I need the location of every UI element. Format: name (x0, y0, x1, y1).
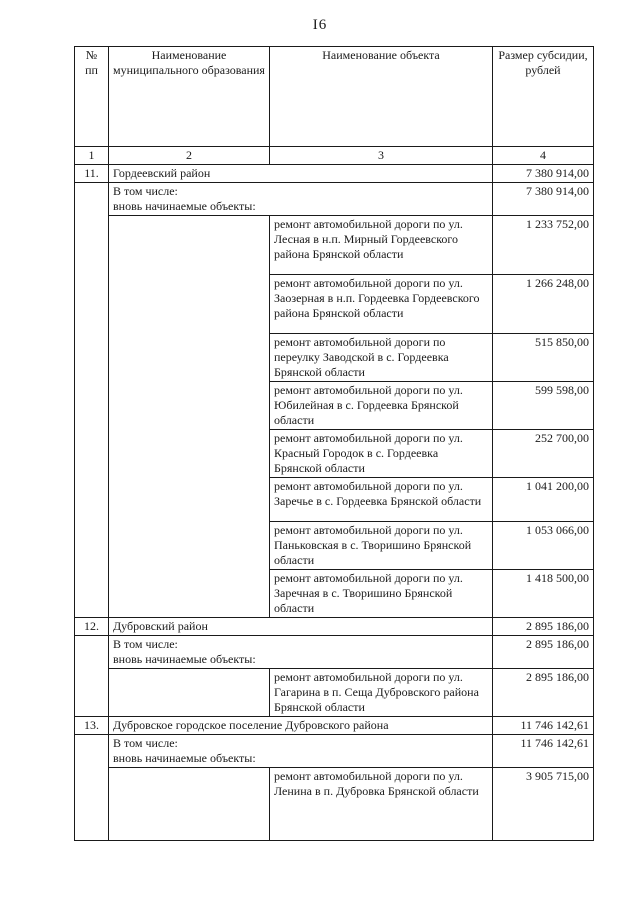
object-amount: 3 905 715,00 (493, 768, 594, 841)
column-index-row (75, 147, 594, 165)
empty-cell (109, 216, 270, 618)
column-index: 4 (493, 147, 594, 165)
empty-cell (75, 636, 109, 717)
empty-cell (75, 735, 109, 841)
section-total: 2 895 186,00 (493, 618, 594, 636)
column-index: 1 (75, 147, 109, 165)
object-amount: 2 895 186,00 (493, 669, 594, 717)
object-amount: 515 850,00 (493, 334, 594, 382)
subtotal-row (75, 636, 594, 669)
object-name: ремонт автомобильной дороги по переулку Заводской в с. Гордеевка Брянской области (270, 334, 493, 382)
subtotal-label-1: В том числе: (113, 184, 178, 198)
table-header-row (75, 47, 594, 147)
object-name: ремонт автомобильной дороги по ул. Заречная в с. Творишино Брянской области (270, 570, 493, 618)
header-object: Наименование объекта (270, 47, 493, 147)
header-municipality: Наименование муниципального образования (109, 47, 270, 147)
object-amount: 252 700,00 (493, 430, 594, 478)
object-name: ремонт автомобильной дороги по ул. Красный Городок в с. Гордеевка Брянской области (270, 430, 493, 478)
object-name: ремонт автомобильной дороги по ул. Ленина в п. Дубровка Брянской области (270, 768, 493, 841)
subtotal-row (75, 735, 594, 768)
page-number: I6 (312, 17, 328, 33)
column-index: 3 (270, 147, 493, 165)
object-name: ремонт автомобильной дороги по ул. Гагарина в п. Сеща Дубровского района Брянской области (270, 669, 493, 717)
section-total: 11 746 142,61 (493, 717, 594, 735)
object-name: ремонт автомобильной дороги по ул. Юбилейная в с. Гордеевка Брянской области (270, 382, 493, 430)
section-name: Дубровское городское поселение Дубровского района (109, 717, 493, 735)
subtotal-label-2: вновь начинаемые объекты: (113, 652, 256, 666)
subtotal-label-1: В том числе: (113, 736, 178, 750)
subtotal-label (109, 183, 493, 216)
section-name: Гордеевский район (109, 165, 493, 183)
subtotal-label (109, 636, 493, 669)
object-amount: 1 233 752,00 (493, 216, 594, 275)
subtotal-amount: 11 746 142,61 (493, 735, 594, 768)
section-total: 7 380 914,00 (493, 165, 594, 183)
header-num: № пп (75, 47, 109, 147)
section-row (75, 618, 594, 636)
object-amount: 1 041 200,00 (493, 478, 594, 522)
table-row (75, 669, 594, 717)
section-row (75, 717, 594, 735)
section-name: Дубровский район (109, 618, 493, 636)
subtotal-label (109, 735, 493, 768)
section-num: 13. (75, 717, 109, 735)
empty-cell (109, 669, 270, 717)
object-name: ремонт автомобильной дороги по ул. Паньковская в с. Творишино Брянской области (270, 522, 493, 570)
section-row (75, 165, 594, 183)
section-num: 11. (75, 165, 109, 183)
object-amount: 599 598,00 (493, 382, 594, 430)
subtotal-amount: 2 895 186,00 (493, 636, 594, 669)
object-amount: 1 418 500,00 (493, 570, 594, 618)
empty-cell (109, 768, 270, 841)
section-num: 12. (75, 618, 109, 636)
subtotal-label-2: вновь начинаемые объекты: (113, 751, 256, 765)
subtotal-amount: 7 380 914,00 (493, 183, 594, 216)
column-index: 2 (109, 147, 270, 165)
table-row (75, 216, 594, 275)
table-row (75, 768, 594, 841)
object-name: ремонт автомобильной дороги по ул. Заозерная в н.п. Гордеевка Гордеевского района Брянской области (270, 275, 493, 334)
subtotal-label-2: вновь начинаемые объекты: (113, 199, 256, 213)
subtotal-label-1: В том числе: (113, 637, 178, 651)
object-name: ремонт автомобильной дороги по ул. Лесная в н.п. Мирный Гордеевского района Брянской области (270, 216, 493, 275)
object-name: ремонт автомобильной дороги по ул. Заречье в с. Гордеевка Брянской области (270, 478, 493, 522)
object-amount: 1 266 248,00 (493, 275, 594, 334)
empty-cell (75, 183, 109, 618)
subtotal-row (75, 183, 594, 216)
object-amount: 1 053 066,00 (493, 522, 594, 570)
subsidy-table (74, 46, 594, 841)
header-amount: Размер субсидии, рублей (493, 47, 594, 147)
